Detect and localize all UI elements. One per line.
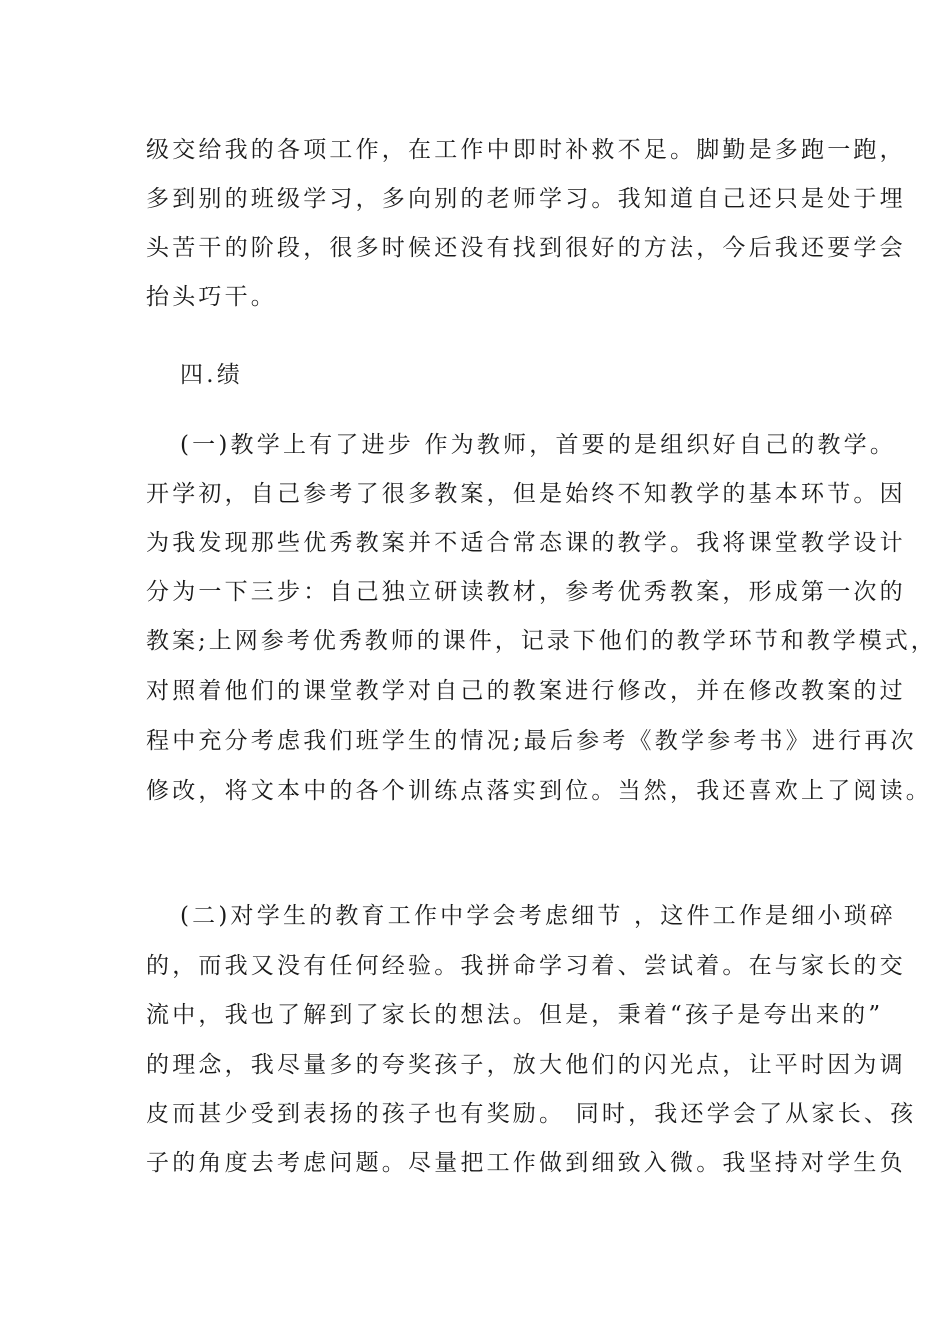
- text-line: (二)对学生的教育工作中学会考虑细节 ，这件工作是细小琐碎: [180, 903, 897, 929]
- text-line: 的，而我又没有任何经验。我拼命学习着、尝试着。在与家长的交: [146, 953, 906, 979]
- text-line: 抬头巧干。: [146, 284, 277, 310]
- text-line: 程中充分考虑我们班学生的情况;最后参考《教学参考书》进行再次: [146, 728, 917, 754]
- text-line: 头苦干的阶段，很多时候还没有找到很好的方法，今后我还要学会: [146, 235, 906, 261]
- text-line: 多到别的班级学习，多向别的老师学习。我知道自己还只是处于埋: [146, 186, 906, 212]
- text-line: 对照着他们的课堂教学对自己的教案进行修改，并在修改教案的过: [146, 678, 906, 704]
- text-line: 皮而甚少受到表扬的孩子也有奖励。 同时，我还学会了从家长、孩: [146, 1101, 917, 1127]
- text-line: (一)教学上有了进步 作为教师，首要的是组织好自己的教学。: [180, 432, 897, 458]
- text-line: 流中，我也了解到了家长的想法。但是，秉着“孩子是夸出来的”: [146, 1002, 884, 1028]
- text-line: 修改，将文本中的各个训练点落实到位。当然，我还喜欢上了阅读。: [146, 778, 932, 804]
- text-line: 教案;上网参考优秀教师的课件，记录下他们的教学环节和教学模式，: [146, 628, 937, 654]
- text-line: 子的角度去考虑问题。尽量把工作做到细致入微。我坚持对学生负: [146, 1150, 906, 1176]
- text-line: 的理念，我尽量多的夸奖孩子，放大他们的闪光点，让平时因为调: [146, 1052, 906, 1078]
- text-line: 级交给我的各项工作，在工作中即时补救不足。脚勤是多跑一跑，: [146, 137, 906, 163]
- text-line: 为我发现那些优秀教案并不适合常态课的教学。我将课堂教学设计: [146, 530, 906, 556]
- text-line: 开学初，自己参考了很多教案，但是始终不知教学的基本环节。因: [146, 481, 906, 507]
- text-line: 分为一下三步：自己独立研读教材，参考优秀教案，形成第一次的: [146, 579, 906, 605]
- section-heading: 四.绩: [180, 362, 243, 388]
